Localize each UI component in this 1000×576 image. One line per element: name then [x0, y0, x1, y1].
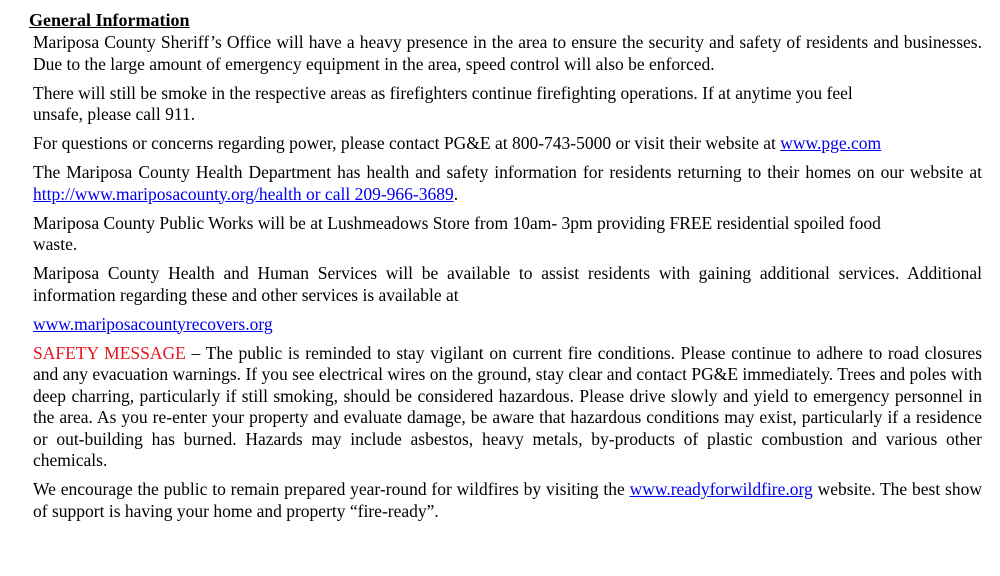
health-text: The Mariposa County Health Department has health and safety information for residents returning to their homes on our website at — [33, 162, 982, 182]
section-heading: General Information — [29, 10, 190, 30]
health-paragraph — [33, 162, 982, 205]
safety-paragraph — [33, 343, 982, 472]
power-text: For questions or concerns regarding power, please contact PG&E at 800-743-5000 or visit their website at — [33, 133, 781, 153]
public-works-line-2: waste. — [33, 234, 78, 254]
wildfire-suffix: website. The best show of support is having your home and property “fire-ready”. — [33, 479, 982, 521]
safety-label: SAFETY MESSAGE — [33, 342, 186, 363]
smoke-paragraph — [33, 83, 982, 126]
recovers-link[interactable]: www.mariposacountyrecovers.org — [33, 313, 273, 334]
recovers-paragraph — [33, 314, 982, 336]
smoke-line-1: There will still be smoke in the respective areas as firefighters continue firefighting operations. If at anytime you feel — [33, 82, 853, 103]
public-works-paragraph — [33, 213, 982, 256]
safety-text: – The public is reminded to stay vigilant on current fire conditions. Please continue to adhere to road closures and any evacuation warnings. If you see electrical wires on the ground, stay clear and contact PG&E immediately. Trees and poles with deep charring, particularly if still smoking, should be considered hazardous. Please drive slowly and yield to emergency personnel in the area. As you re-enter your property and evaluate damage, be aware that hazardous conditions may exist, particularly if a residence or out-building has burned. Hazards may include asbestos, heavy metals, by-products of plastic combustion and various other chemicals. — [33, 342, 983, 470]
sheriff-paragraph — [33, 32, 982, 75]
wildfire-text: We encourage the public to remain prepared year-round for wildfires by visiting the — [33, 479, 630, 499]
health-link[interactable]: http://www.mariposacounty.org/health or call 209-966-3689 — [33, 183, 454, 204]
smoke-line-2: unsafe, please call 911. — [33, 104, 196, 124]
hhs-text: Mariposa County Health and Human Services will be available to assist residents with gaining additional services. Additional information regarding these and other services is available at — [33, 263, 982, 305]
wildfire-paragraph — [33, 479, 982, 522]
power-paragraph — [33, 133, 982, 155]
pge-link[interactable]: www.pge.com — [780, 133, 882, 153]
hhs-paragraph — [33, 263, 982, 306]
sheriff-text: Mariposa County Sheriff’s Office will have a heavy presence in the area to ensure the security and safety of residents and businesses. Due to the large amount of emergency equipment in the area, speed control will also be enforced. — [33, 32, 982, 74]
wildfire-link[interactable]: www.readyforwildfire.org — [629, 479, 813, 499]
public-works-line-1: Mariposa County Public Works will be at Lushmeadows Store from 10am- 3pm providing FREE residential spoiled food — [33, 212, 881, 233]
health-suffix: . — [453, 183, 459, 204]
